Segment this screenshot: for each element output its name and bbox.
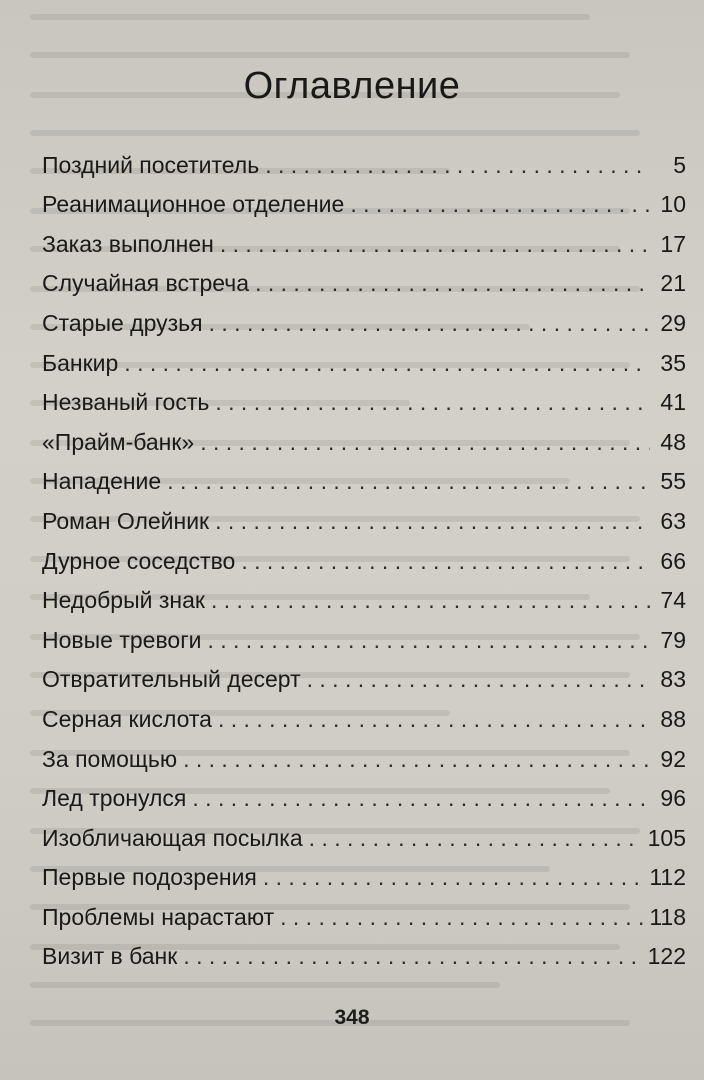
- toc-entry-title: Первые подозрения: [42, 864, 257, 891]
- toc-entry-title: Банкир: [42, 349, 119, 376]
- dot-leader: [220, 231, 650, 258]
- toc-entry-page: 122: [647, 943, 686, 970]
- toc-entry-title: Старые друзья: [42, 309, 203, 336]
- toc-entry-page: 48: [660, 428, 686, 455]
- toc-entry: [42, 139, 686, 179]
- toc-entry: [42, 773, 686, 813]
- dot-leader: [167, 468, 650, 495]
- toc-entry: [42, 654, 686, 694]
- page-title: Оглавление: [243, 65, 461, 107]
- toc-entry: [42, 733, 686, 773]
- dot-leader: [200, 429, 650, 456]
- toc-entry: [42, 416, 686, 456]
- toc-entry: [42, 179, 686, 219]
- toc-entry-title: Поздний посетитель: [42, 151, 260, 178]
- toc-entry-page: 96: [660, 785, 686, 812]
- toc-entry: [42, 812, 686, 852]
- toc-entry-title: Отвратительный десерт: [42, 666, 301, 693]
- toc-entry-page: 29: [660, 309, 686, 336]
- toc-entry: [42, 614, 686, 654]
- toc-entry-page: 66: [660, 547, 686, 574]
- toc-entry-title: Незваный гость: [42, 389, 210, 416]
- dot-leader: [309, 825, 642, 852]
- toc-entry-page: 112: [649, 864, 686, 891]
- toc-entry-title: За помощью: [42, 745, 178, 772]
- toc-entry-title: Изобличающая посылка: [42, 824, 303, 851]
- toc-entry: [42, 931, 686, 971]
- toc-entry: [42, 535, 686, 575]
- toc-entry: [42, 297, 686, 337]
- toc-entry-page: 92: [660, 745, 686, 772]
- dot-leader: [209, 310, 650, 337]
- toc-entry: [42, 891, 686, 931]
- dot-leader: [263, 864, 643, 891]
- dot-leader: [280, 904, 643, 931]
- toc-entry-title: Нападение: [42, 468, 162, 495]
- toc-entry-page: 41: [660, 389, 686, 416]
- toc-entry-title: Недобрый знак: [42, 587, 205, 614]
- dot-leader: [183, 943, 641, 970]
- dot-leader: [192, 785, 650, 812]
- dot-leader: [241, 548, 650, 575]
- toc-entry: [42, 377, 686, 417]
- toc-entry-page: 63: [660, 507, 686, 534]
- toc-entry-title: Случайная встреча: [42, 270, 250, 297]
- toc-entry-title: Роман Олейник: [42, 507, 210, 534]
- toc-entry-title: Серная кислота: [42, 705, 212, 732]
- toc-entry-page: 10: [660, 191, 686, 218]
- dot-leader: [265, 152, 650, 179]
- toc-entry-title: Заказ выполнен: [42, 230, 214, 257]
- toc-entry-page: 17: [660, 230, 686, 257]
- dot-leader: [183, 746, 650, 773]
- toc-entry-page: 55: [660, 468, 686, 495]
- toc-entry-title: Лед тронулся: [42, 785, 187, 812]
- page-number: 348: [334, 1006, 370, 1029]
- toc-entry: [42, 337, 686, 377]
- toc-entry-page: 105: [647, 824, 686, 851]
- toc-entry: [42, 258, 686, 298]
- dot-leader: [124, 350, 650, 377]
- toc-entry-page: 88: [660, 705, 686, 732]
- toc-entry-page: 35: [660, 349, 686, 376]
- toc-entry-page: 5: [673, 151, 686, 178]
- toc-entry: [42, 456, 686, 496]
- dot-leader: [350, 191, 650, 218]
- toc-entry-page: 83: [660, 666, 686, 693]
- toc-entry-page: 118: [649, 903, 686, 930]
- toc-entry: [42, 693, 686, 733]
- dot-leader: [218, 706, 650, 733]
- toc-entry-title: Визит в банк: [42, 943, 178, 970]
- toc-entry-title: Проблемы нарастают: [42, 903, 275, 930]
- dot-leader: [215, 508, 650, 535]
- toc-entry-page: 74: [660, 587, 686, 614]
- dot-leader: [307, 666, 650, 693]
- dot-leader: [255, 270, 650, 297]
- dot-leader: [215, 389, 650, 416]
- toc-entry-title: Реанимационное отделение: [42, 191, 345, 218]
- table-of-contents: [42, 139, 686, 970]
- dot-leader: [211, 587, 650, 614]
- toc-entry-title: Новые тревоги: [42, 626, 202, 653]
- toc-entry-title: Дурное соседство: [42, 547, 236, 574]
- dot-leader: [207, 627, 650, 654]
- toc-entry: [42, 218, 686, 258]
- toc-entry: [42, 495, 686, 535]
- toc-entry: [42, 575, 686, 615]
- toc-entry-title: «Прайм-банк»: [42, 428, 195, 455]
- toc-entry: [42, 852, 686, 892]
- toc-entry-page: 79: [660, 626, 686, 653]
- toc-entry-page: 21: [660, 270, 686, 297]
